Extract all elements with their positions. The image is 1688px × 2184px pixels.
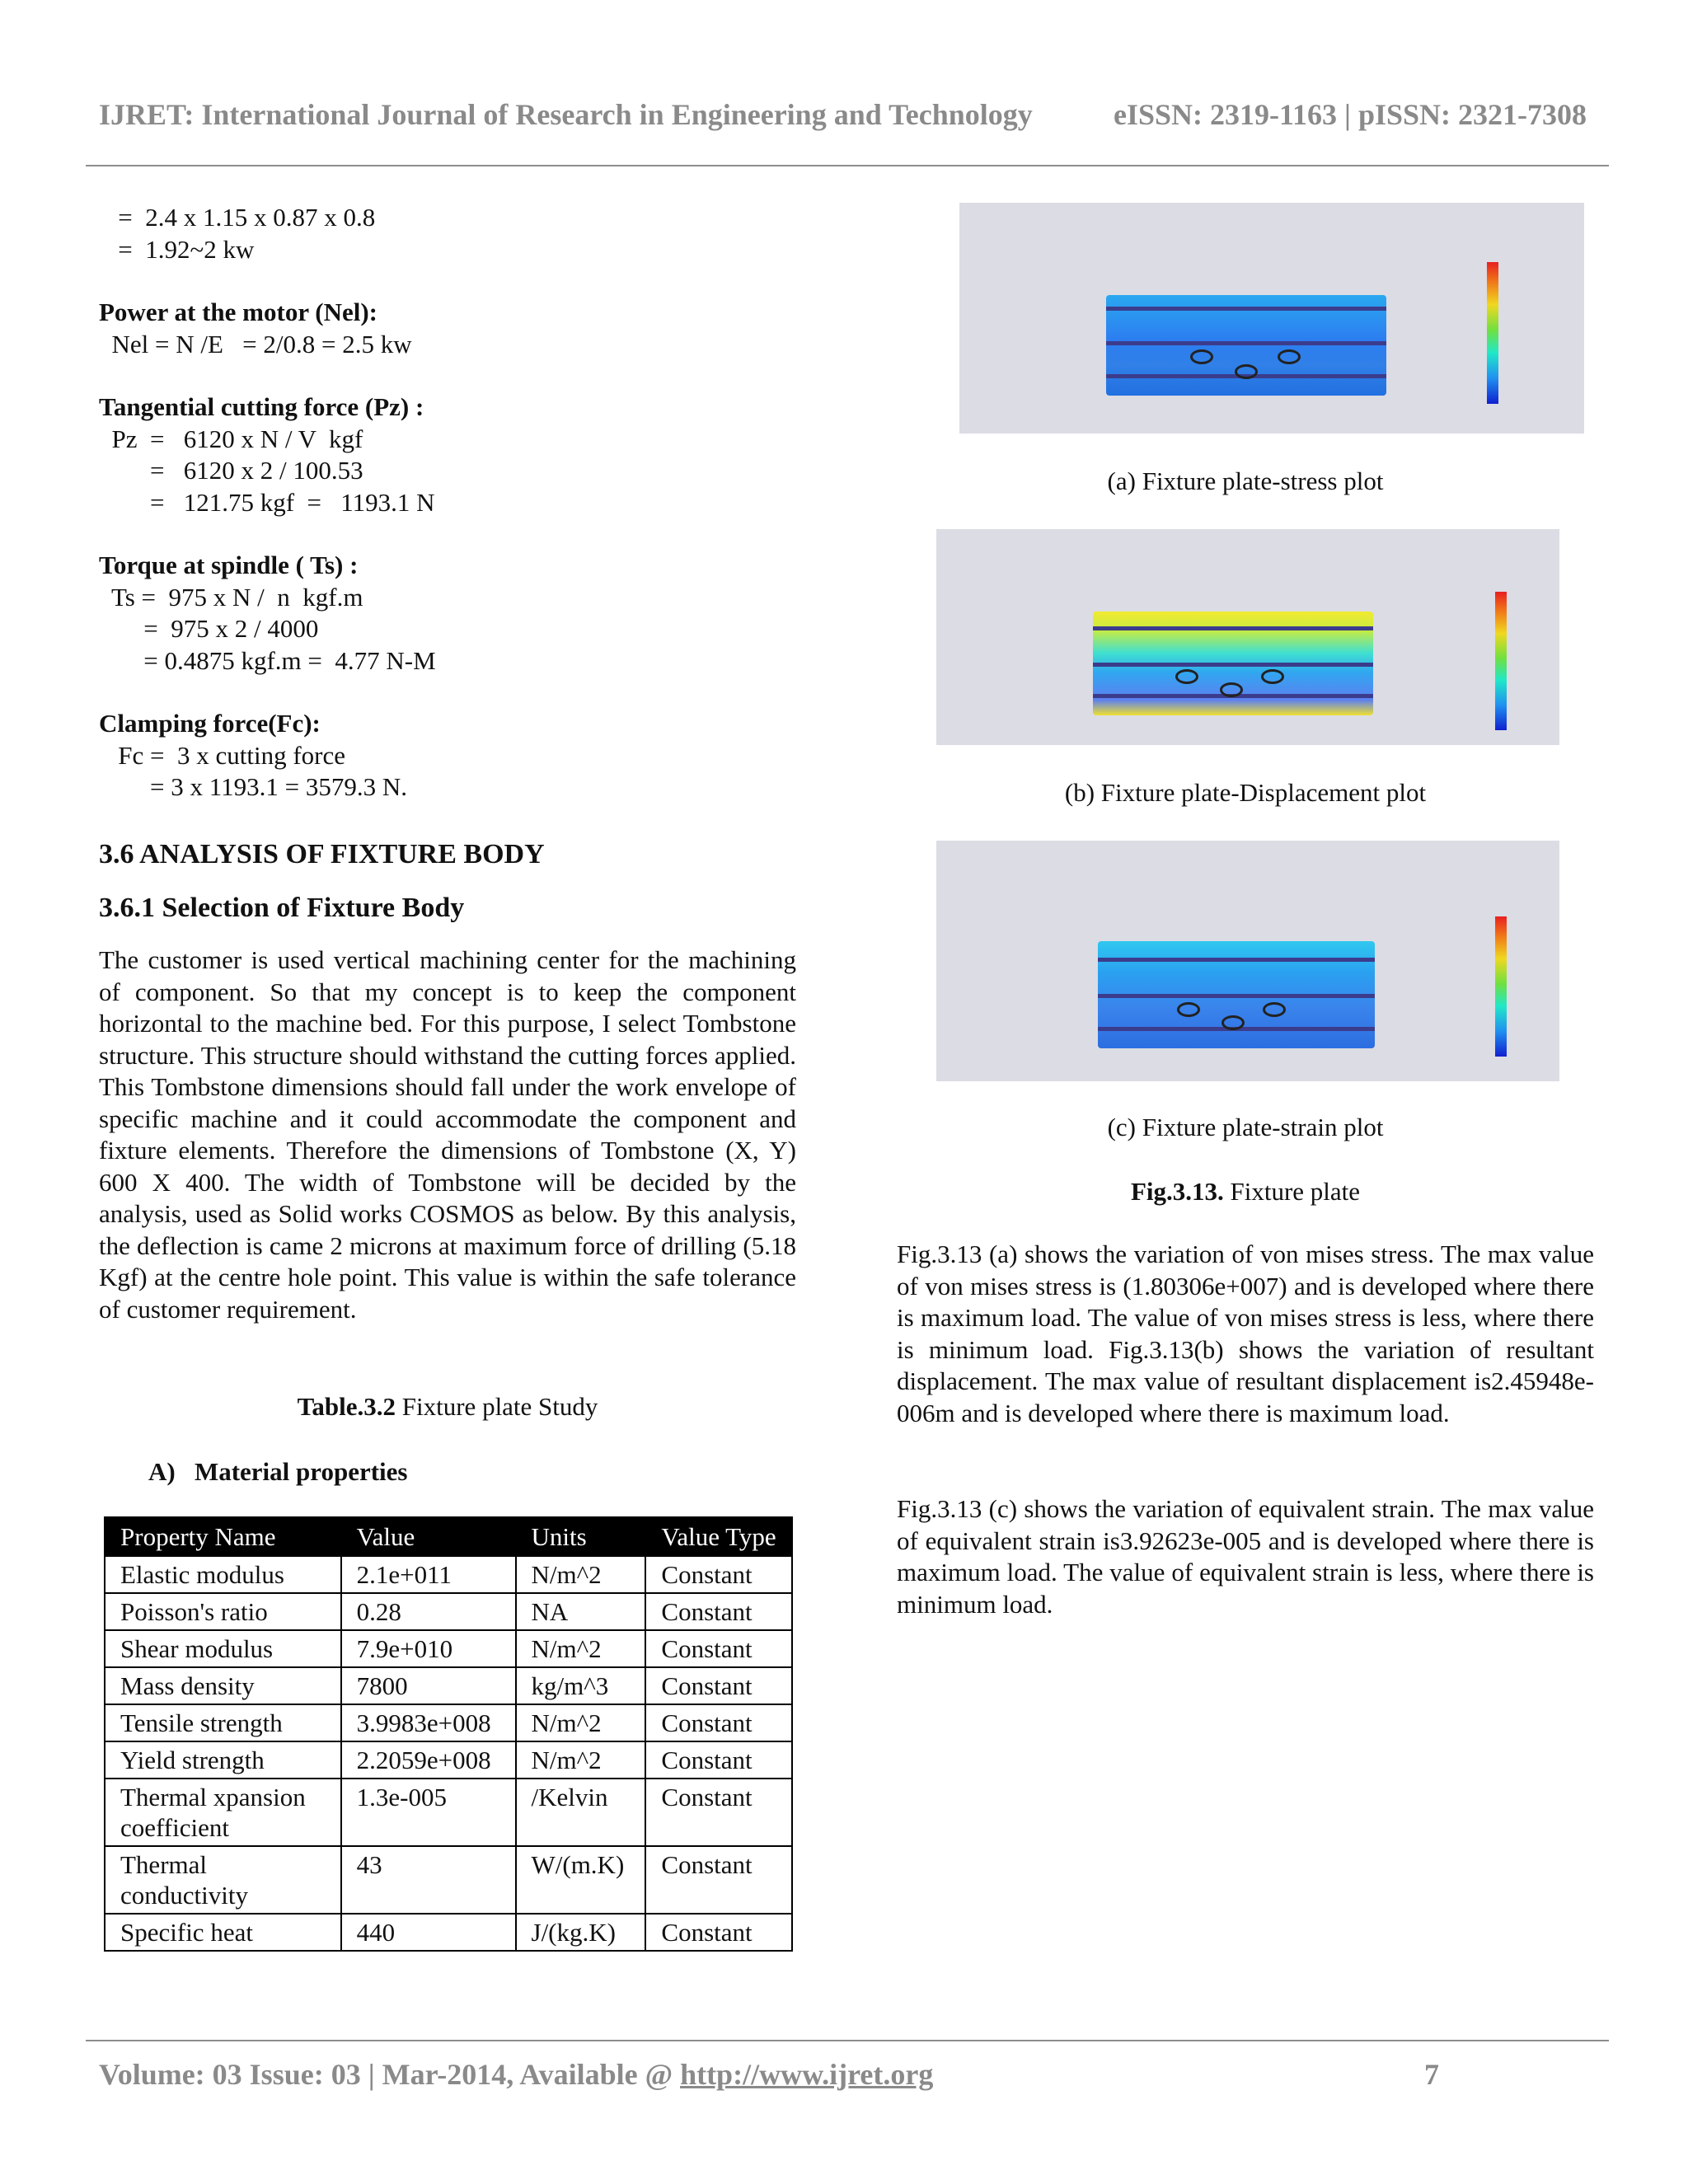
- caption-displacement-plot: (b) Fixture plate-Displacement plot: [1064, 778, 1427, 807]
- journal-link[interactable]: http://www.ijret.org: [680, 2058, 934, 2091]
- strain-plot-figure: [936, 841, 1559, 1081]
- ts-heading: Torque at spindle ( Ts) :: [99, 551, 359, 579]
- calc-line: = 6120 x 2 / 100.53: [99, 456, 363, 485]
- page-number: 7: [1424, 2058, 1439, 2091]
- table-cell: Tensile strength: [105, 1704, 341, 1741]
- table-cell: Constant: [645, 1704, 792, 1741]
- table-cell: N/m^2: [516, 1630, 646, 1667]
- material-properties-table: [104, 1516, 793, 1952]
- table-cell: 440: [341, 1914, 516, 1951]
- table-cell: Thermal xpansion coefficient: [105, 1779, 341, 1846]
- color-legend: [1495, 592, 1507, 730]
- calc-line: = 1.92~2 kw: [99, 234, 255, 264]
- table-cell: 7800: [341, 1667, 516, 1704]
- table-row: [105, 1741, 792, 1779]
- table-cell: J/(kg.K): [516, 1914, 646, 1951]
- table-row: [105, 1593, 792, 1630]
- table-row: [105, 1556, 792, 1593]
- fc-heading: Clamping force(Fc):: [99, 709, 321, 738]
- table-cell: 1.3e-005: [341, 1779, 516, 1846]
- header-rule: [86, 165, 1609, 166]
- table-cell: 43: [341, 1846, 516, 1914]
- table-cell: 0.28: [341, 1593, 516, 1630]
- table-cell: 2.1e+011: [341, 1556, 516, 1593]
- calc-line: = 2.4 x 1.15 x 0.87 x 0.8: [99, 203, 376, 232]
- footer-rule: [86, 2040, 1609, 2041]
- figure-caption: [897, 1177, 1594, 1207]
- subsection-heading: 3.6.1 Selection of Fixture Body: [99, 893, 465, 923]
- displacement-plot-figure: [936, 529, 1559, 745]
- table-cell: Specific heat: [105, 1914, 341, 1951]
- column-header: Property Name: [105, 1517, 341, 1556]
- table-cell: Constant: [645, 1667, 792, 1704]
- calc-line: Nel = N /E = 2/0.8 = 2.5 kw: [99, 329, 412, 359]
- calc-line: Pz = 6120 x N / V kgf: [99, 424, 363, 453]
- color-legend: [1487, 262, 1498, 404]
- table-row: [105, 1779, 792, 1846]
- table-cell: 2.2059e+008: [341, 1741, 516, 1779]
- table-row: [105, 1667, 792, 1704]
- table-row: [105, 1630, 792, 1667]
- table-cell: NA: [516, 1593, 646, 1630]
- caption-strain-plot: (c) Fixture plate-strain plot: [1107, 1113, 1384, 1141]
- column-header: Value Type: [645, 1517, 792, 1556]
- table-cell: Yield strength: [105, 1741, 341, 1779]
- table-row: [105, 1846, 792, 1914]
- column-header: Units: [516, 1517, 646, 1556]
- fixture-plate-render: [1093, 612, 1373, 715]
- table-cell: /Kelvin: [516, 1779, 646, 1846]
- table-cell: kg/m^3: [516, 1667, 646, 1704]
- table-cell: Constant: [645, 1741, 792, 1779]
- table-cell: Mass density: [105, 1667, 341, 1704]
- calc-line: = 3 x 1193.1 = 3579.3 N.: [99, 772, 407, 801]
- running-header: [99, 97, 1599, 132]
- calc-line: Ts = 975 x N / n kgf.m: [99, 582, 363, 612]
- power-heading: Power at the motor (Nel):: [99, 298, 378, 326]
- body-paragraph: The customer is used vertical machining center for the machining of component. So that my concept is to keep the component horizontal to the machine bed. For this purpose, I select Tombstone structure. This structure should withstand the cutting forces applied. This Tombstone dimensions should fall under the work envelope of specific machine and it could accommodate the component and fixture elements. Therefore the dimensions of Tombstone (X, Y) 600 X 400. The width of Tombstone will be decided by the analysis, used as Solid works COSMOS as below. By this analysis, the deflection is came 2 microns at maximum force of drilling (5.18 Kgf) at the centre hole point. This value is within the safe tolerance of customer requirement.: [99, 945, 796, 1324]
- calc-line: Fc = 3 x cutting force: [99, 740, 345, 770]
- fixture-plate-render: [1098, 941, 1375, 1048]
- table-cell: N/m^2: [516, 1741, 646, 1779]
- table-cell: W/(m.K): [516, 1846, 646, 1914]
- color-legend: [1495, 916, 1507, 1057]
- figure-caption-text: Fixture plate: [1223, 1177, 1361, 1206]
- stress-plot-figure: [959, 203, 1584, 434]
- table-row: [105, 1704, 792, 1741]
- results-paragraph-2: Fig.3.13 (c) shows the variation of equivalent strain. The max value of equivalent strain is3.92623e-005 and is developed where there is maximum load. The value of equivalent strain is less, where there is minimum load.: [897, 1494, 1594, 1619]
- table-caption-label: Table.3.2: [297, 1392, 396, 1421]
- table-cell: Shear modulus: [105, 1630, 341, 1667]
- table-cell: Constant: [645, 1779, 792, 1846]
- table-cell: 7.9e+010: [341, 1630, 516, 1667]
- table-cell: N/m^2: [516, 1704, 646, 1741]
- section-heading: 3.6 ANALYSIS OF FIXTURE BODY: [99, 839, 545, 869]
- table-caption: [99, 1391, 796, 1423]
- table-cell: Poisson's ratio: [105, 1593, 341, 1630]
- results-paragraph-1: Fig.3.13 (a) shows the variation of von mises stress. The max value of von mises stress is (1.80306e+007) and is developed where there is maximum load. The value of von mises stress is less, where there is minimum load. Fig.3.13(b) shows the variation of resultant displacement. The max value of resultant displacement is2.45948e-006m and is developed where there is maximum load.: [897, 1240, 1594, 1427]
- footer: [99, 2057, 933, 2092]
- table-caption-text: Fixture plate Study: [396, 1392, 598, 1421]
- fixture-plate-render: [1106, 295, 1386, 396]
- table-cell: Elastic modulus: [105, 1556, 341, 1593]
- issn: eISSN: 2319-1163 | pISSN: 2321-7308: [1114, 98, 1587, 131]
- calc-line: = 975 x 2 / 4000: [99, 614, 319, 643]
- figure-caption-label: Fig.3.13.: [1130, 1177, 1224, 1206]
- table-cell: Constant: [645, 1914, 792, 1951]
- column-header: Value: [341, 1517, 516, 1556]
- table-cell: Constant: [645, 1846, 792, 1914]
- material-subheading: A) Material properties: [148, 1457, 408, 1486]
- table-header-row: [105, 1517, 792, 1556]
- calculation-block: [99, 202, 796, 804]
- table-cell: Constant: [645, 1556, 792, 1593]
- table-row: [105, 1914, 792, 1951]
- caption-stress-plot: (a) Fixture plate-stress plot: [1107, 466, 1384, 495]
- table-cell: N/m^2: [516, 1556, 646, 1593]
- footer-text: Volume: 03 Issue: 03 | Mar-2014, Available @: [99, 2058, 681, 2091]
- calc-line: = 0.4875 kgf.m = 4.77 N-M: [99, 645, 436, 675]
- table-cell: Constant: [645, 1630, 792, 1667]
- table-cell: Thermal conductivity: [105, 1846, 341, 1914]
- table-cell: 3.9983e+008: [341, 1704, 516, 1741]
- journal-name: IJRET: International Journal of Research in Engineering and Technology: [99, 98, 1033, 131]
- table-cell: Constant: [645, 1593, 792, 1630]
- pz-heading: Tangential cutting force (Pz) :: [99, 392, 424, 421]
- calc-line: = 121.75 kgf = 1193.1 N: [99, 487, 435, 517]
